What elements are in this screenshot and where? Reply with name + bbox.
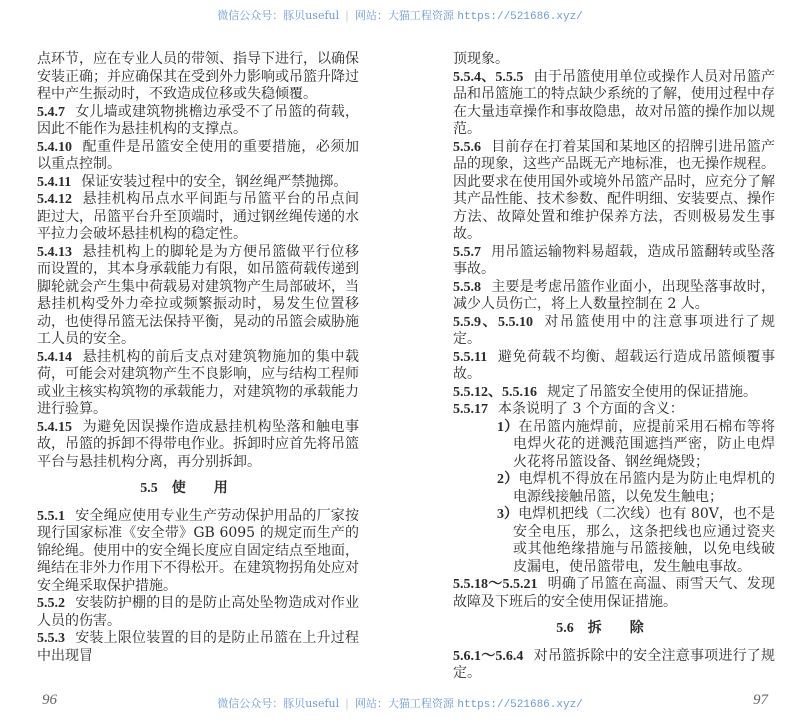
- watermark-wechat: 微信公众号：豚贝useful: [217, 696, 340, 710]
- paragraph: [453, 279, 775, 314]
- paragraph: [453, 401, 775, 419]
- clause-number: 5.5.18～5.5.21: [453, 577, 538, 592]
- paragraph-text: 在吊篮内施焊前，应提前采用石棉布等将电焊火花的迸溅范围遮挡严密，防止电焊火花将吊篮设备、钢丝绳烧毁；: [513, 418, 776, 470]
- clause-number: 5.4.15: [37, 419, 72, 435]
- clause-number: 5.4.14: [37, 349, 72, 365]
- watermark-site: 网站：大猫工程资源: [354, 696, 454, 710]
- paragraph: [37, 630, 359, 665]
- paragraph-text: 点环节，应在专业人员的带领、指导下进行，以确保安装正确；并应确保其在受到外力影响或吊篮升降过程中产生振动时，不致造成位移或失稳倾覆。: [37, 51, 359, 102]
- paragraph: [37, 595, 359, 630]
- paragraph-text: 用吊篮运输物料易超载，造成吊篮翻转或坠落事故。: [453, 243, 775, 277]
- watermark-url[interactable]: https://521686.xyz/: [457, 11, 583, 23]
- clause-number: 5.5.17: [453, 402, 488, 417]
- paragraph-text: 本条说明了 3 个方面的含义：: [498, 401, 684, 417]
- clause-number: 5.5.2: [37, 596, 65, 611]
- paragraph-text: 安装上限位装置的目的是防止吊篮在上升过程中出现冒: [37, 630, 359, 664]
- paragraph-text: 配重件是吊篮安全使用的重要措施，必须加以重点控制。: [37, 138, 359, 172]
- page-number-left: 96: [42, 691, 57, 708]
- paragraph-text: 悬挂机构上的脚轮是为方便吊篮做平行位移而设置的，其本身承载能力有限，如吊篮荷载传递到脚轮就会产生集中荷载易对建筑物产生局部破坏，当悬挂机构受外力牵拉或频繁振动时，易发生位置移动，也使得吊篮无法保持平衡，晃动的吊篮会威胁施工人员的安全。: [37, 243, 359, 347]
- paragraph: [37, 349, 359, 419]
- paragraph: [453, 244, 775, 279]
- watermark-bottom: [120, 691, 680, 712]
- clause-number: 2）: [497, 472, 519, 487]
- paragraph-text: 安装防护棚的目的是防止高处坠物造成对作业人员的伤害。: [37, 595, 359, 629]
- watermark-site: 网站：大猫工程资源: [354, 9, 454, 22]
- clause-number: 5.5.7: [453, 244, 481, 260]
- paragraph-text: 女儿墙或建筑物挑檐边承受不了吊篮的荷载，因此不能作为悬挂机构的支撑点。: [37, 103, 359, 137]
- heading-number: 5.5: [140, 481, 158, 496]
- paragraph-text: 为避免因误操作造成悬挂机构坠落和触电事故，吊篮的拆卸不得带电作业。拆卸时应首先将吊篮平台与悬挂机构分离，再分别拆卸。: [37, 418, 359, 470]
- clause-number: 5.5.6: [453, 139, 481, 155]
- paragraph-text: 对吊篮使用中的注意事项进行了规定。: [453, 313, 776, 347]
- paragraph: [453, 384, 775, 402]
- paragraph: [37, 51, 359, 104]
- watermark-separator: |: [345, 9, 349, 22]
- paragraph: [37, 174, 359, 192]
- watermark-url[interactable]: https://521686.xyz/: [457, 698, 583, 711]
- list-item: [453, 419, 775, 472]
- paragraph: [37, 244, 359, 349]
- paragraph: [453, 648, 775, 683]
- watermark-wechat: 微信公众号：豚贝useful: [217, 9, 340, 22]
- watermark-separator: |: [345, 696, 349, 710]
- section-heading-5-5: [37, 480, 359, 498]
- paragraph: [37, 419, 359, 472]
- paragraph: [37, 191, 359, 244]
- paragraph-text: 保证安装过程中的安全，钢丝绳严禁抛掷。: [81, 173, 348, 190]
- heading-title: 使用: [171, 480, 256, 496]
- paragraph-text: 安全绳应使用专业生产劳动保护用品的厂家按现行国家标准《安全带》GB 6095 的规定而生产的锦纶绳。使用中的安全绳长度应自固定结点至地面，绳结在非外力作用下不得松开。在建筑物拐角处应对安全绳采取保护措施。: [37, 507, 359, 594]
- paragraph-text: 悬挂机构吊点水平间距与吊篮平台的吊点间距过大，吊篮平台升至顶端时，通过钢丝绳传递的水平拉力会破坏悬挂机构的稳定性。: [37, 191, 359, 242]
- clause-number: 5.4.11: [37, 174, 72, 190]
- paragraph: [453, 69, 775, 139]
- clause-number: 5.4.7: [37, 104, 65, 120]
- paragraph: [453, 139, 775, 244]
- page-number-right: 97: [753, 691, 768, 708]
- list-item: [453, 506, 775, 576]
- paragraph-text: 顶现象。: [453, 51, 509, 67]
- paragraph: [37, 508, 359, 596]
- clause-number: 5.4.13: [37, 244, 72, 260]
- paragraph-text: 悬挂机构的前后支点对建筑物施加的集中载荷，可能会对建筑物产生不良影响，应与结构工程师或业主核实构筑物的承载能力，对建筑物的承载能力进行验算。: [37, 348, 359, 417]
- paragraph: [453, 576, 775, 611]
- paragraph-text: 规定了吊篮安全使用的保证措施。: [547, 383, 757, 400]
- paragraph: [37, 139, 359, 174]
- clause-number: 5.5.1: [37, 508, 65, 524]
- paragraph-text: 主要是考虑吊篮作业面小，出现坠落事故时，减少人员伤亡，将上人数量控制在 2 人。: [453, 278, 775, 312]
- clause-number: 5.4.12: [37, 192, 72, 207]
- paragraph-text: 明确了吊篮在高温、雨雪天气、发现故障及下班后的安全使用保证措施。: [453, 576, 776, 610]
- section-heading-5-6: [453, 620, 775, 638]
- heading-number: 5.6: [556, 621, 574, 636]
- right-page-column: [453, 51, 775, 683]
- paragraph-text: 由于吊篮使用单位或操作人员对吊篮产品和吊篮施工的特点缺少系统的了解，使用过程中存在大量违章操作和事故隐患，故对吊篮的操作加以规范。: [453, 68, 775, 137]
- clause-number: 5.5.11: [453, 349, 488, 365]
- paragraph-text: 对吊篮拆除中的安全注意事项进行了规定。: [453, 647, 775, 681]
- paragraph-text: 避免荷载不均衡、超载运行造成吊篮倾覆事故。: [453, 348, 775, 382]
- clause-number: 5.4.10: [37, 139, 72, 155]
- paragraph-text: 电焊机不得放在吊篮内是为防止电焊机的电源线接触吊篮，以免发生触电；: [513, 471, 776, 505]
- clause-number: 5.5.8: [453, 279, 481, 295]
- clause-number: 5.6.1～5.6.4: [453, 648, 524, 664]
- heading-title: 拆除: [587, 620, 672, 636]
- book-spread: [0, 23, 800, 683]
- paragraph-text: 电焊机把线（二次线）也有 80V，也不是安全电压，那么，这条把线也应通过瓷夹或其他绝缘措施与吊篮接触，以免电线破皮漏电，使吊篮带电，发生触电事故。: [513, 506, 776, 575]
- clause-number: 5.5.4、5.5.5: [453, 69, 524, 85]
- left-page-column: [37, 51, 359, 665]
- clause-number: 3）: [497, 507, 519, 522]
- clause-number: 5.5.9、5.5.10: [453, 314, 533, 330]
- paragraph: [453, 314, 775, 349]
- clause-number: 5.5.12、5.5.16: [453, 384, 537, 400]
- paragraph: [453, 51, 775, 69]
- clause-number: 5.5.3: [37, 631, 65, 646]
- clause-number: 1）: [497, 419, 519, 435]
- paragraph: [453, 349, 775, 384]
- watermark-top: [0, 0, 800, 23]
- page-footer: [0, 691, 800, 722]
- paragraph: [37, 104, 359, 139]
- paragraph-text: 目前存在打着某国和某地区的招牌引进吊篮产品的现象，这些产品既无产地标准，也无操作规程。因此要求在使用国外或境外吊篮产品时，应充分了解其产品性能、技术参数、配件明细、安装要点、操作方法、故障处置和维护保养方法，否则极易发生事故。: [453, 138, 775, 242]
- list-item: [453, 471, 775, 506]
